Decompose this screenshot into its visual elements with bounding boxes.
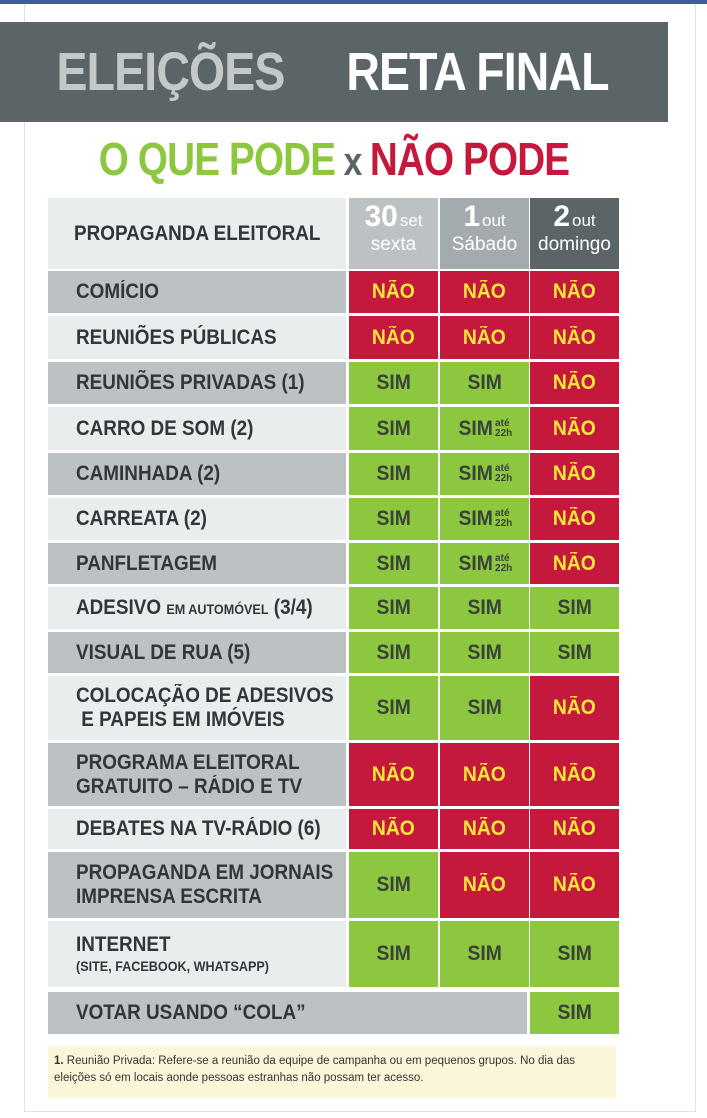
table-row (48, 453, 620, 495)
row-label: COMÍCIO (48, 271, 346, 313)
day-number: 1 (463, 200, 481, 233)
status-cell: SIM até 22h (440, 498, 529, 540)
row-label: REUNIÕES PRIVADAS (1) (48, 362, 346, 404)
row-label: INTERNET (SITE, FACEBOOK, WHATSAPP) (48, 921, 346, 987)
footnote-marker: 1. (54, 1055, 64, 1067)
status-cell: SIM até 22h (440, 453, 529, 495)
footnote-text: Reunião Privada: Refere-se a reunião da equipe de campanha ou em pequenos grupos. No dia das eleições só em locais aonde pessoas estranhas não possam ter acesso. (54, 1055, 576, 1084)
status-cell: NÃO (530, 498, 619, 540)
status-cell: NÃO (530, 271, 619, 313)
status-cell: NÃO (530, 809, 619, 849)
day-column-header (440, 198, 529, 269)
status-cell: SIM (349, 498, 438, 540)
status-cell: SIM (530, 921, 619, 987)
row-label: ADESIVO EM AUTOMÓVEL (3/4) (48, 587, 346, 629)
status-cell: NÃO (349, 809, 438, 849)
day-month: out (482, 211, 506, 230)
row-label: PANFLETAGEM (48, 543, 346, 584)
row-label: CARRO DE SOM (2) (48, 407, 346, 450)
until-22h-note: até 22h (495, 552, 513, 574)
table-row (48, 992, 620, 1034)
banner-word-reta-final: RETA FINAL (346, 42, 609, 102)
status-cell: SIM (349, 407, 438, 450)
day-weekday: Sábado (451, 234, 518, 255)
row-label: DEBATES NA TV-RÁDIO (6) (48, 809, 346, 849)
status-cell: NÃO (530, 743, 619, 806)
subtitle-pode: O QUE PODE (98, 133, 336, 185)
status-cell: SIM (440, 587, 529, 629)
table-header (48, 198, 620, 269)
status-cell: NÃO (440, 809, 529, 849)
table-row (48, 316, 620, 359)
day-column-header (530, 198, 619, 269)
row-label: PROPAGANDA EM JORNAIS IMPRENSA ESCRITA (48, 852, 346, 918)
status-cell: NÃO (440, 271, 529, 313)
table-row (48, 498, 620, 540)
table-row (48, 743, 620, 806)
status-cell: SIM (349, 852, 438, 918)
status-cell: NÃO (349, 271, 438, 313)
row-label: VOTAR USANDO “COLA” (48, 992, 527, 1034)
day-column-header (349, 198, 438, 269)
row-label: VISUAL DE RUA (5) (48, 632, 346, 673)
status-cell: SIM (530, 587, 619, 629)
row-label: CAMINHADA (2) (48, 453, 346, 495)
title-banner (0, 22, 668, 122)
status-cell: NÃO (530, 316, 619, 359)
table-row (48, 921, 620, 987)
status-cell: NÃO (440, 316, 529, 359)
status-cell: NÃO (530, 676, 619, 740)
status-cell: NÃO (349, 316, 438, 359)
status-cell: SIM (440, 362, 529, 404)
status-cell: SIM (349, 632, 438, 673)
status-cell: SIM (349, 362, 438, 404)
status-cell: SIM (349, 587, 438, 629)
row-label: CARREATA (2) (48, 498, 346, 540)
status-cell: SIM (530, 632, 619, 673)
status-cell: SIM (440, 632, 529, 673)
status-cell: SIM (440, 676, 529, 740)
table-row (48, 809, 620, 849)
status-cell: SIM até 22h (440, 407, 529, 450)
status-cell: NÃO (530, 543, 619, 584)
table-row (48, 362, 620, 404)
status-cell: NÃO (530, 407, 619, 450)
status-cell: SIM (440, 921, 529, 987)
subtitle (0, 128, 668, 190)
until-22h-note: até 22h (495, 463, 513, 484)
status-cell: NÃO (349, 743, 438, 806)
status-cell: SIM (530, 992, 619, 1034)
day-number: 30 (364, 200, 398, 233)
table-row (48, 632, 620, 673)
table-row (48, 407, 620, 450)
until-22h-note: até 22h (495, 417, 513, 439)
day-weekday: domingo (538, 234, 611, 255)
status-cell: NÃO (530, 362, 619, 404)
status-cell: NÃO (440, 852, 529, 918)
day-month: out (572, 211, 596, 230)
subtitle-nao-pode: NÃO PODE (369, 133, 570, 185)
status-cell: NÃO (530, 852, 619, 918)
status-cell: SIM até 22h (440, 543, 529, 584)
status-cell: NÃO (530, 453, 619, 495)
row-label: COLOCAÇÃO DE ADESIVOS E PAPEIS EM IMÓVEIS (48, 676, 346, 740)
day-month: set (399, 211, 423, 230)
banner-word-eleicoes: ELEIÇÕES (56, 42, 285, 102)
table-row (48, 543, 620, 584)
footnote (48, 1046, 616, 1098)
until-22h-note: até 22h (495, 508, 513, 529)
table-row (48, 271, 620, 313)
table-row (48, 587, 620, 629)
header-label: PROPAGANDA ELEITORAL (48, 198, 346, 269)
row-label: REUNIÕES PÚBLICAS (48, 316, 346, 359)
status-cell: SIM (349, 921, 438, 987)
status-cell: NÃO (440, 743, 529, 806)
subtitle-x: x (343, 140, 362, 184)
status-cell: SIM (349, 676, 438, 740)
status-cell: SIM (349, 453, 438, 495)
day-number: 2 (553, 200, 571, 233)
row-label: PROGRAMA ELEITORAL GRATUITO – RÁDIO E TV (48, 743, 346, 806)
table-row (48, 676, 620, 740)
table-row (48, 852, 620, 918)
day-weekday: sexta (370, 234, 417, 255)
status-cell: SIM (349, 543, 438, 584)
